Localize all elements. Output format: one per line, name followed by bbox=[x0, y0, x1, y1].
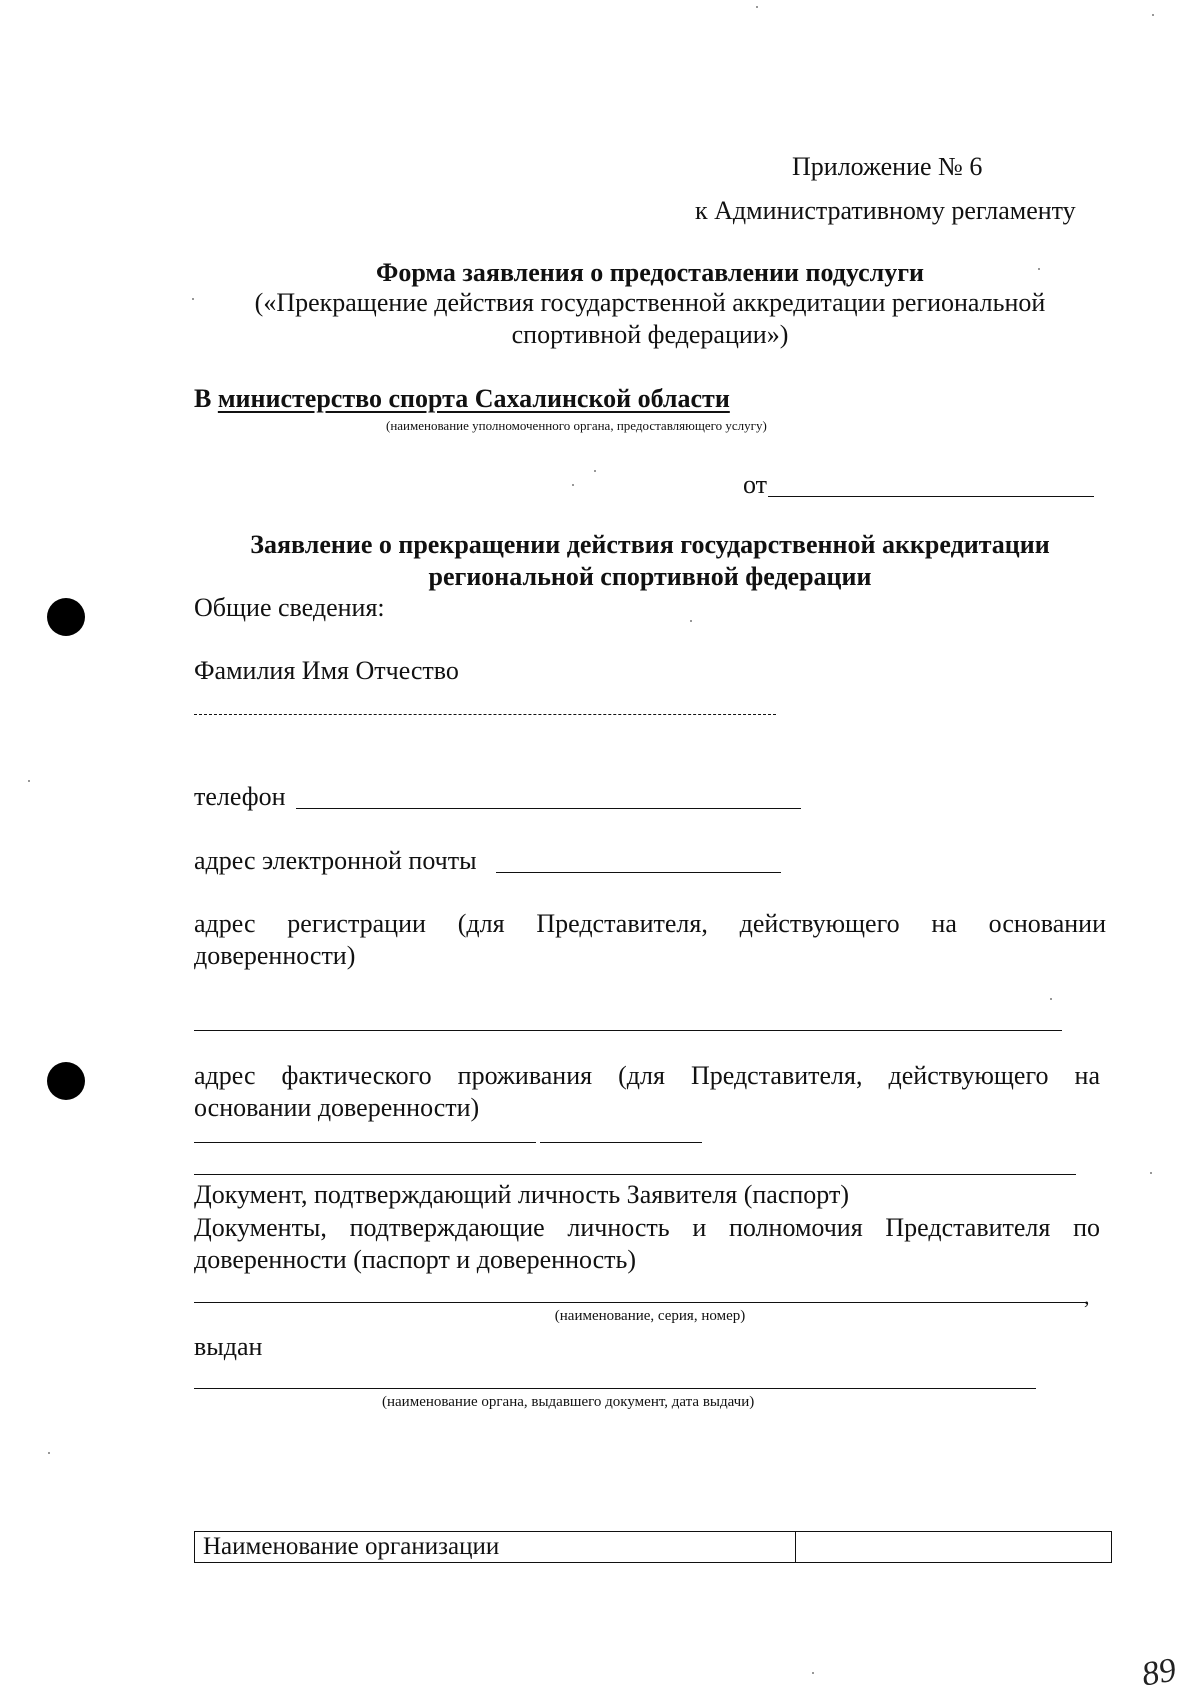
phone-label: телефон bbox=[194, 782, 286, 811]
org-name-label-cell: Наименование организации bbox=[195, 1532, 796, 1563]
table-row bbox=[195, 1532, 1112, 1563]
email-field-line[interactable] bbox=[496, 872, 781, 873]
form-title: Форма заявления о предоставлении подуслуги bbox=[376, 258, 924, 287]
email-label: адрес электронной почты bbox=[194, 846, 477, 875]
issued-by-field-line[interactable] bbox=[194, 1388, 1036, 1389]
statement-title-line2: региональной спортивной федерации bbox=[428, 562, 872, 591]
recipient-name: министерство спорта Сахалинской области bbox=[217, 384, 730, 413]
recipient-prefix: В bbox=[194, 384, 212, 413]
appendix-number: Приложение № 6 bbox=[792, 152, 983, 181]
organization-table bbox=[194, 1531, 1112, 1563]
from-field-line[interactable] bbox=[768, 496, 1094, 497]
full-name-label: Фамилия Имя Отчество bbox=[194, 656, 459, 685]
form-subtitle-line1: («Прекращение действия государственной аккредитации региональной bbox=[254, 288, 1046, 317]
form-subtitle-line2: спортивной федерации») bbox=[511, 320, 789, 349]
issued-by-caption: (наименование органа, выдавшего документ, дата выдачи) bbox=[382, 1394, 755, 1410]
handwritten-page-number: 89 bbox=[1138, 1651, 1179, 1694]
issued-label: выдан bbox=[194, 1332, 263, 1361]
actual-address-label: адрес фактического проживания (для Представителя, действующего на основании доверенности) bbox=[194, 1061, 1100, 1122]
actual-address-field-line-2[interactable] bbox=[194, 1174, 1076, 1175]
general-info-label: Общие сведения: bbox=[194, 593, 385, 622]
recipient-line bbox=[194, 384, 730, 414]
registration-address-field-line[interactable] bbox=[194, 1030, 1062, 1031]
org-name-value-cell[interactable] bbox=[796, 1532, 1112, 1563]
representative-docs-label: Документы, подтверждающие личность и полномочия Представителя по доверенности (паспорт и доверенность) bbox=[194, 1213, 1100, 1274]
registration-address-label: адрес регистрации (для Представителя, действующего на основании доверенности) bbox=[194, 909, 1106, 970]
document-details-field-line[interactable] bbox=[194, 1302, 1086, 1303]
document-details-caption: (наименование, серия, номер) bbox=[554, 1308, 746, 1324]
document-details-comma: , bbox=[1084, 1284, 1090, 1309]
punch-hole-top bbox=[47, 598, 85, 636]
actual-address-field-line-1b[interactable] bbox=[540, 1142, 702, 1143]
full-name-field-line[interactable] bbox=[194, 714, 776, 715]
applicant-doc-label: Документ, подтверждающий личность Заявителя (паспорт) bbox=[194, 1180, 849, 1209]
statement-title-line1: Заявление о прекращении действия государственной аккредитации bbox=[250, 530, 1050, 559]
punch-hole-bottom bbox=[47, 1062, 85, 1100]
actual-address-field-line-1a[interactable] bbox=[194, 1142, 536, 1143]
phone-field-line[interactable] bbox=[296, 808, 801, 809]
from-label: от bbox=[743, 470, 768, 499]
appendix-regulation: к Административному регламенту bbox=[695, 196, 1076, 225]
recipient-caption: (наименование уполномоченного органа, предоставляющего услугу) bbox=[386, 418, 767, 433]
